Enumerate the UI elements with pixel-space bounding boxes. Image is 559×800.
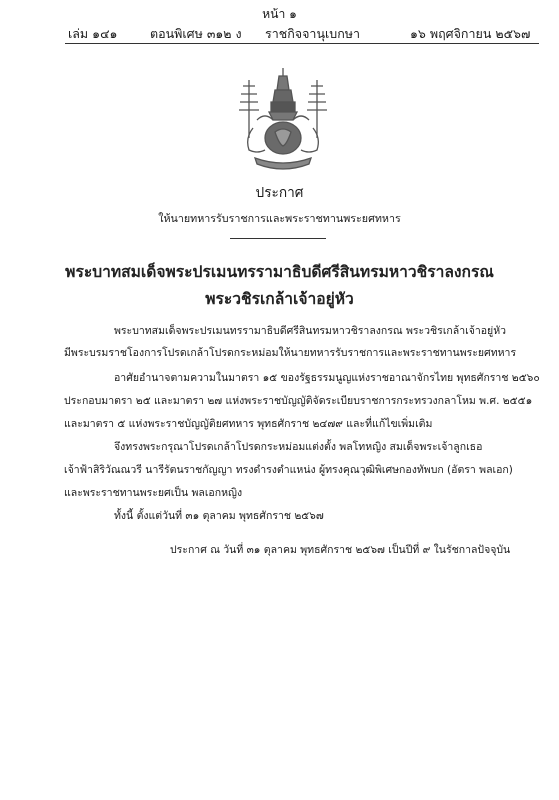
section-number: ตอนพิเศษ ๓๑๒ ง [150,26,242,41]
paragraph-3-line-1: จึงทรงพระกรุณาโปรดเกล้าโปรดกระหม่อมแต่งตั้ง พลโทหญิง สมเด็จพระเจ้าลูกเธอ [114,441,483,453]
king-name-line-2: พระวชิรเกล้าเจ้าอยู่หัว [205,290,354,308]
proclamation-date: ประกาศ ณ วันที่ ๓๑ ตุลาคม พุทธศักราช ๒๕๖๗ เป็นปีที่ ๙ ในรัชกาลปัจจุบัน [170,544,511,556]
gazette-name: ราชกิจจานุเบกษา [265,26,361,41]
paragraph-2-line-3: และมาตรา ๕ แห่งพระราชบัญญัติยศทหาร พุทธศักราช ๒๔๗๙ และที่แก้ไขเพิ่มเติม [64,418,433,430]
document-type: ประกาศ [255,185,304,201]
paragraph-3-line-2: เจ้าฟ้าสิริวัณณวรี นารีรัตนราชกัญญา ทรงดำรงตำแหน่ง ผู้ทรงคุณวุฒิพิเศษกองทัพบก (อัตรา พลเอก) [64,464,513,476]
page-number: หน้า ๑ [262,7,297,21]
title-rule [230,238,326,239]
royal-cipher-emblem-icon [235,66,331,174]
paragraph-1-line-2: มีพระบรมราชโองการโปรดเกล้าโปรดกระหม่อมให้นายทหารรับราชการและพระราชทานพระยศทหาร [64,347,517,359]
paragraph-1-line-1: พระบาทสมเด็จพระปรเมนทรรามาธิบดีศรีสินทรมหาวชิราลงกรณ พระวชิรเกล้าเจ้าอยู่หัว [114,325,507,337]
king-name-line-1: พระบาทสมเด็จพระปรเมนทรรามาธิบดีศรีสินทรมหาวชิราลงกรณ [65,263,494,281]
paragraph-4-line-1: ทั้งนี้ ตั้งแต่วันที่ ๓๑ ตุลาคม พุทธศักราช ๒๕๖๗ [114,510,324,522]
paragraph-3-line-3: และพระราชทานพระยศเป็น พลเอกหญิง [64,487,243,499]
paragraph-2-line-2: ประกอบมาตรา ๒๕ และมาตรา ๒๗ แห่งพระราชบัญญัติจัดระเบียบราชการกระทรวงกลาโหม พ.ศ. ๒๕๕๑ [64,395,533,407]
paragraph-2-line-1: อาศัยอำนาจตามความในมาตรา ๑๕ ของรัฐธรรมนูญแห่งราชอาณาจักรไทย พุทธศักราช ๒๕๖๐ [114,372,540,384]
header-rule [65,43,539,44]
volume-number: เล่ม ๑๔๑ [68,26,118,41]
issue-date: ๑๖ พฤศจิกายน ๒๕๖๗ [410,26,531,41]
document-subject: ให้นายทหารรับราชการและพระราชทานพระยศทหาร [158,212,401,225]
